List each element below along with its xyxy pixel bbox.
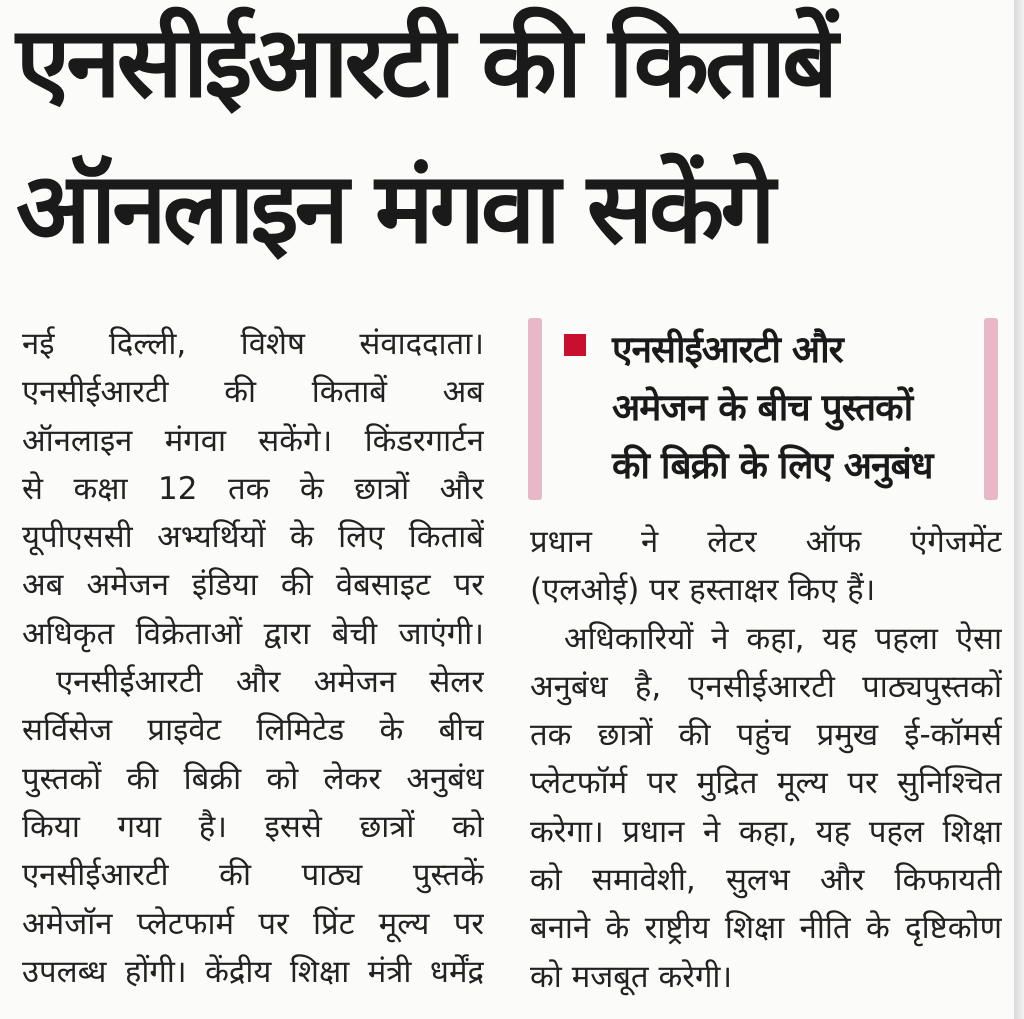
- article-line: बनाने के राष्ट्रीय शिक्षा नीति के दृष्टिकोण: [530, 910, 1002, 947]
- highlight-line-3: की बिक्री के लिए अनुबंध: [612, 444, 933, 487]
- article-line: नई दिल्ली, विशेष संवाददाता।: [22, 326, 484, 362]
- article-line: अमेजॉन प्लेटफार्म पर प्रिंट मूल्य पर: [22, 905, 484, 942]
- headline-line-2: ऑनलाइन मंगवा सकेंगे: [16, 152, 772, 266]
- red-square-bullet: [564, 334, 586, 356]
- highlight-line-1: एनसीईआरटी और: [612, 328, 843, 371]
- highlight-line-2: अमेजन के बीच पुस्तकों: [612, 386, 913, 429]
- article-line: यूपीएससी अभ्यर्थियों के लिए किताबें: [22, 519, 484, 556]
- article-right-column: [530, 518, 1002, 1001]
- article-line: करेगा। प्रधान ने कहा, यह पहल शिक्षा: [530, 813, 1002, 850]
- article-line: अधिकृत विक्रेताओं द्वारा बेची जाएंगी।: [22, 615, 484, 652]
- article-line: किया गया है। इससे छात्रों को: [22, 808, 484, 845]
- article-line: को समावेशी, सुलभ और किफायती: [530, 862, 1002, 899]
- article-line: सर्विसेज प्राइवेट लिमिटेड के बीच: [22, 712, 484, 749]
- article-line: एनसीईआरटी की पाठ्य पुस्तकें: [22, 857, 484, 894]
- article-line: तक छात्रों की पहुंच प्रमुख ई-कॉमर्स: [530, 717, 1002, 754]
- article-line: एनसीईआरटी की किताबें अब: [22, 374, 484, 411]
- article-line: से कक्षा 12 तक के छात्रों और: [22, 470, 484, 507]
- headline-line-1: एनसीईआरटी की किताबें: [16, 6, 835, 120]
- article-line: प्लेटफॉर्म पर मुद्रित मूल्य पर सुनिश्चित: [530, 765, 1002, 802]
- article-line: पुस्तकों की बिक्री को लेकर अनुबंध: [22, 760, 484, 797]
- highlight-bar-right: [984, 318, 998, 500]
- article-line: (एलओई) पर हस्ताक्षर किए हैं।: [530, 572, 876, 609]
- page-edge-strip: [1014, 0, 1024, 1019]
- article-line: अब अमेजन इंडिया की वेबसाइट पर: [22, 567, 484, 604]
- article-line: उपलब्ध होंगी। केंद्रीय शिक्षा मंत्री धर्मेंद्र: [22, 953, 484, 990]
- article-line: प्रधान ने लेटर ऑफ एंगेजमेंट: [530, 524, 1002, 560]
- article-line: अनुबंध है, एनसीईआरटी पाठ्यपुस्तकों: [530, 668, 1002, 705]
- highlight-box: [528, 318, 998, 500]
- article-line: को मजबूत करेगी।: [530, 958, 733, 995]
- article-line: एनसीईआरटी और अमेजन सेलर: [56, 664, 484, 701]
- article-line: अधिकारियों ने कहा, यह पहला ऐसा: [564, 620, 1002, 657]
- article-left-column: [22, 320, 484, 996]
- highlight-bar-left: [528, 318, 542, 500]
- article-line: ऑनलाइन मंगवा सकेंगे। किंडरगार्टन: [22, 422, 484, 459]
